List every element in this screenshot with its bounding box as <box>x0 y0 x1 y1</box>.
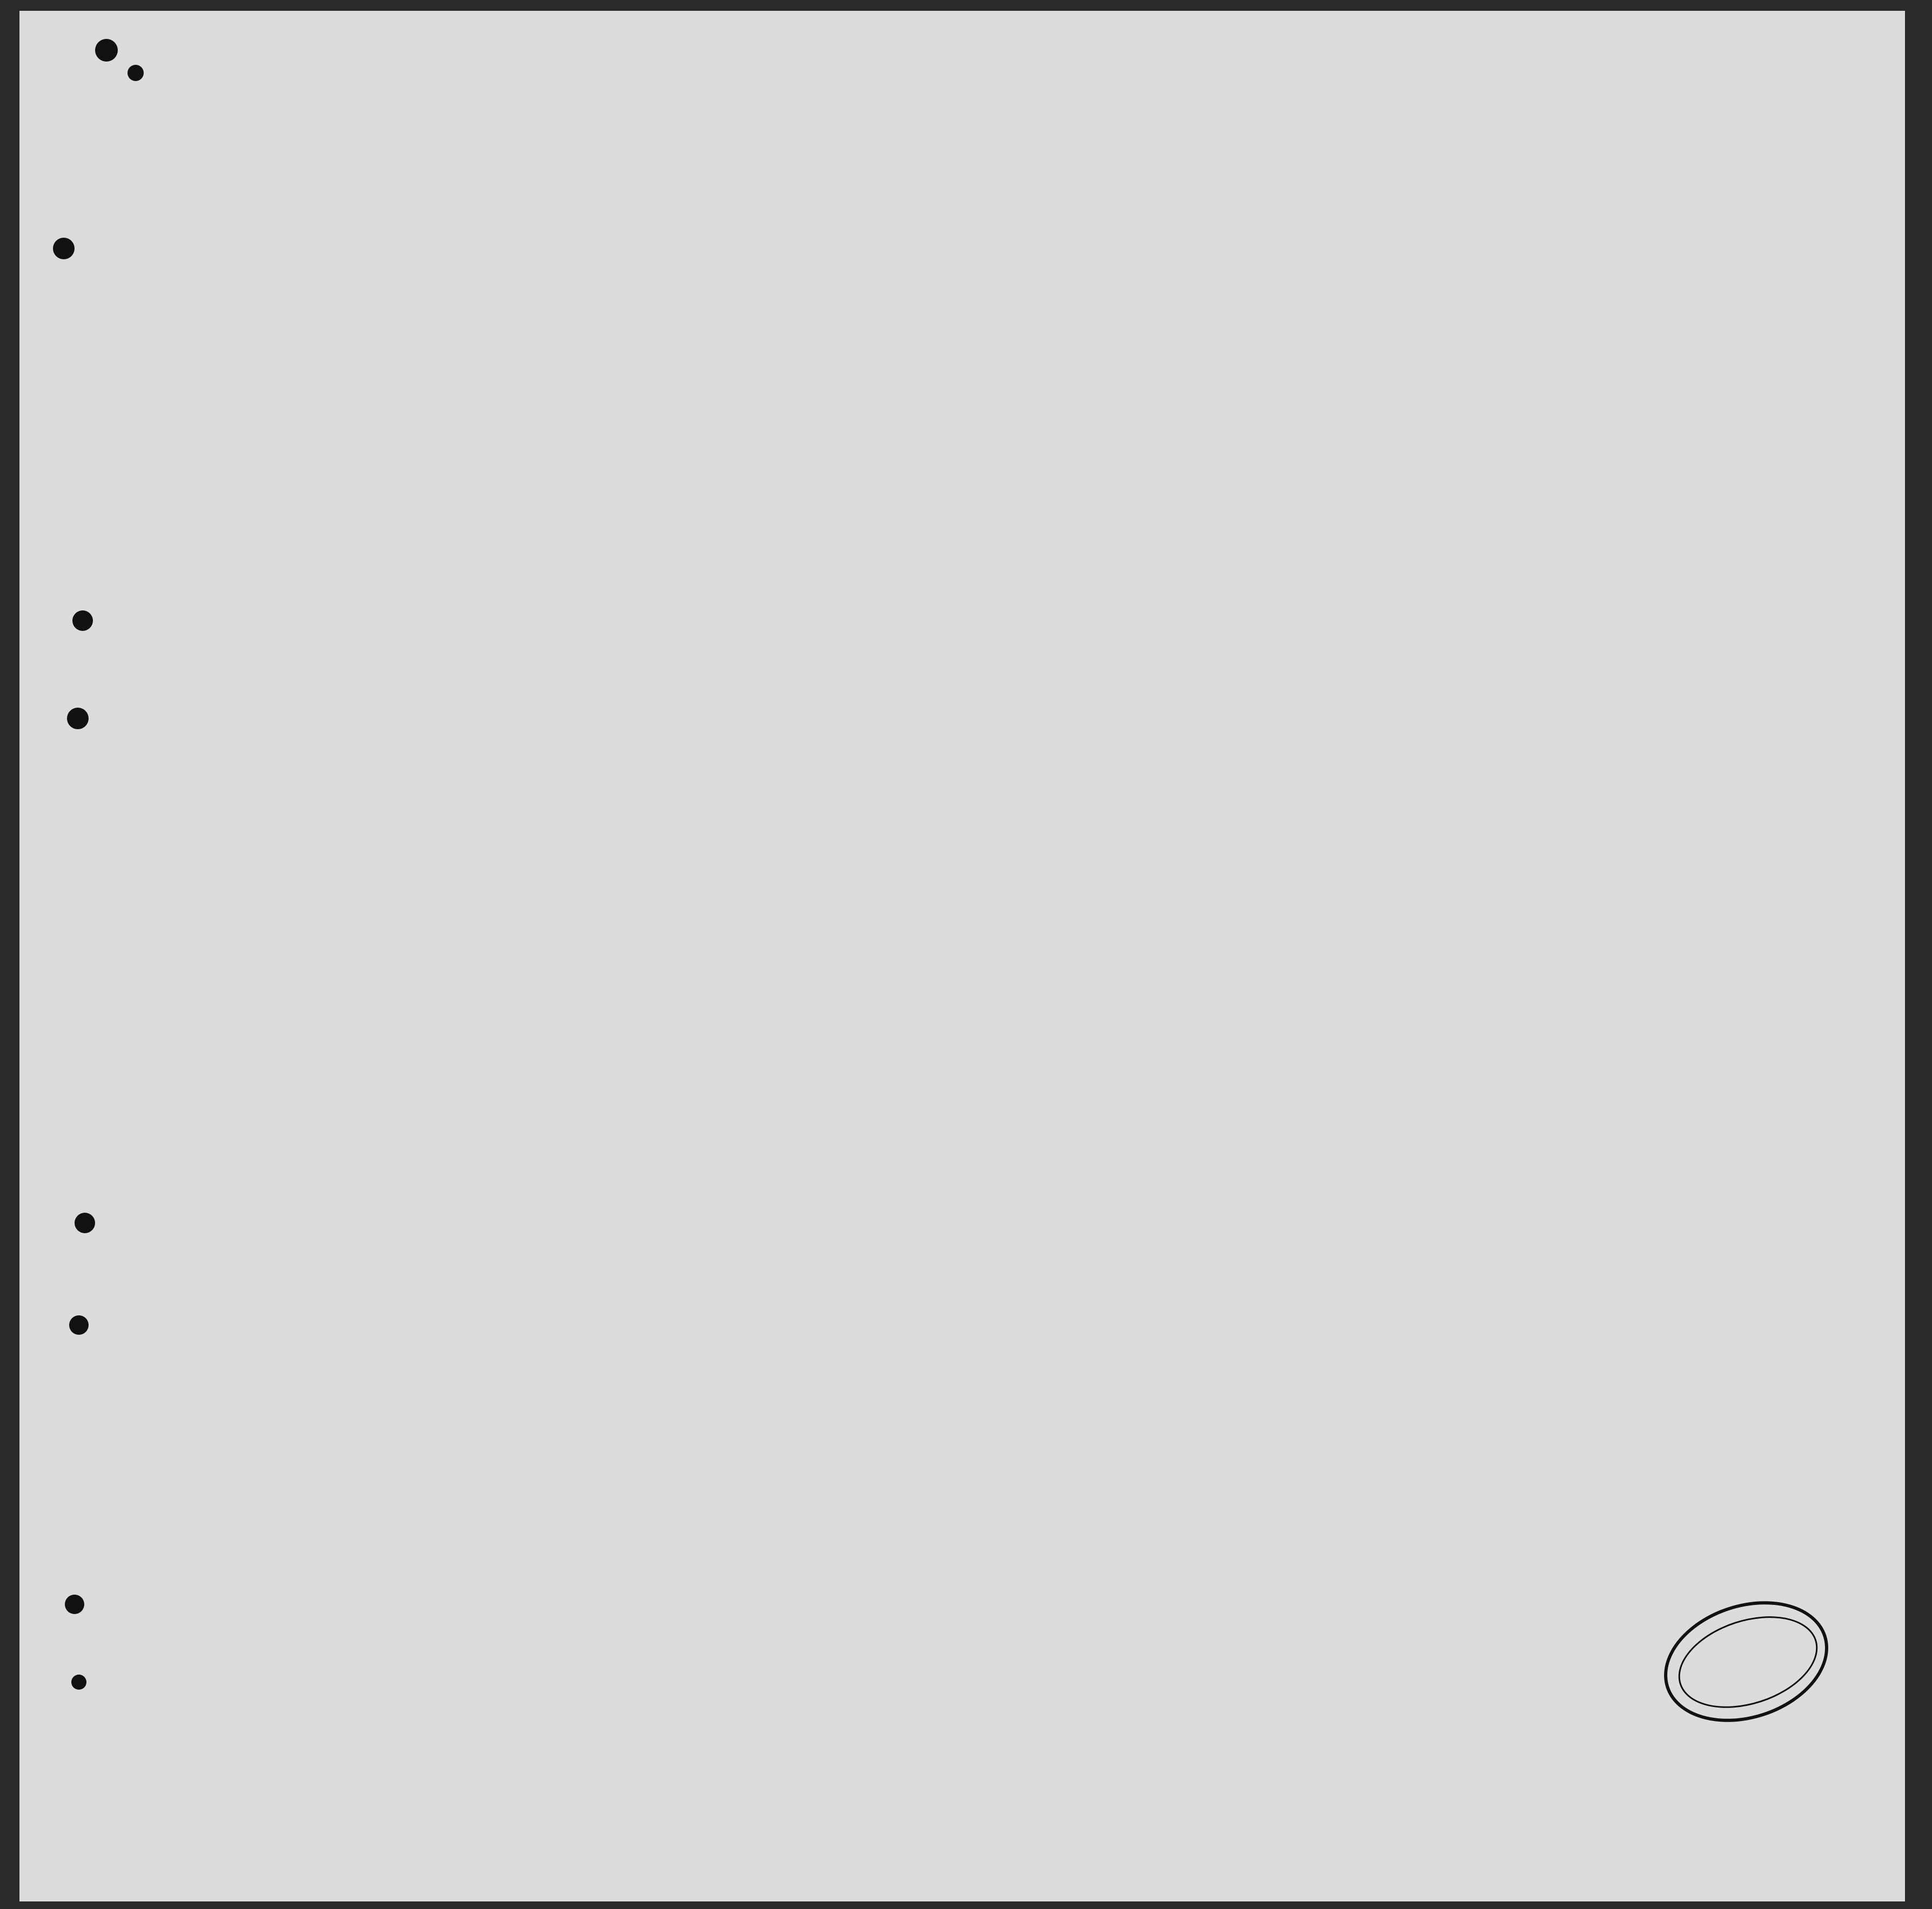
manifest-page <box>19 11 1905 1901</box>
table-grid <box>19 11 1905 1901</box>
